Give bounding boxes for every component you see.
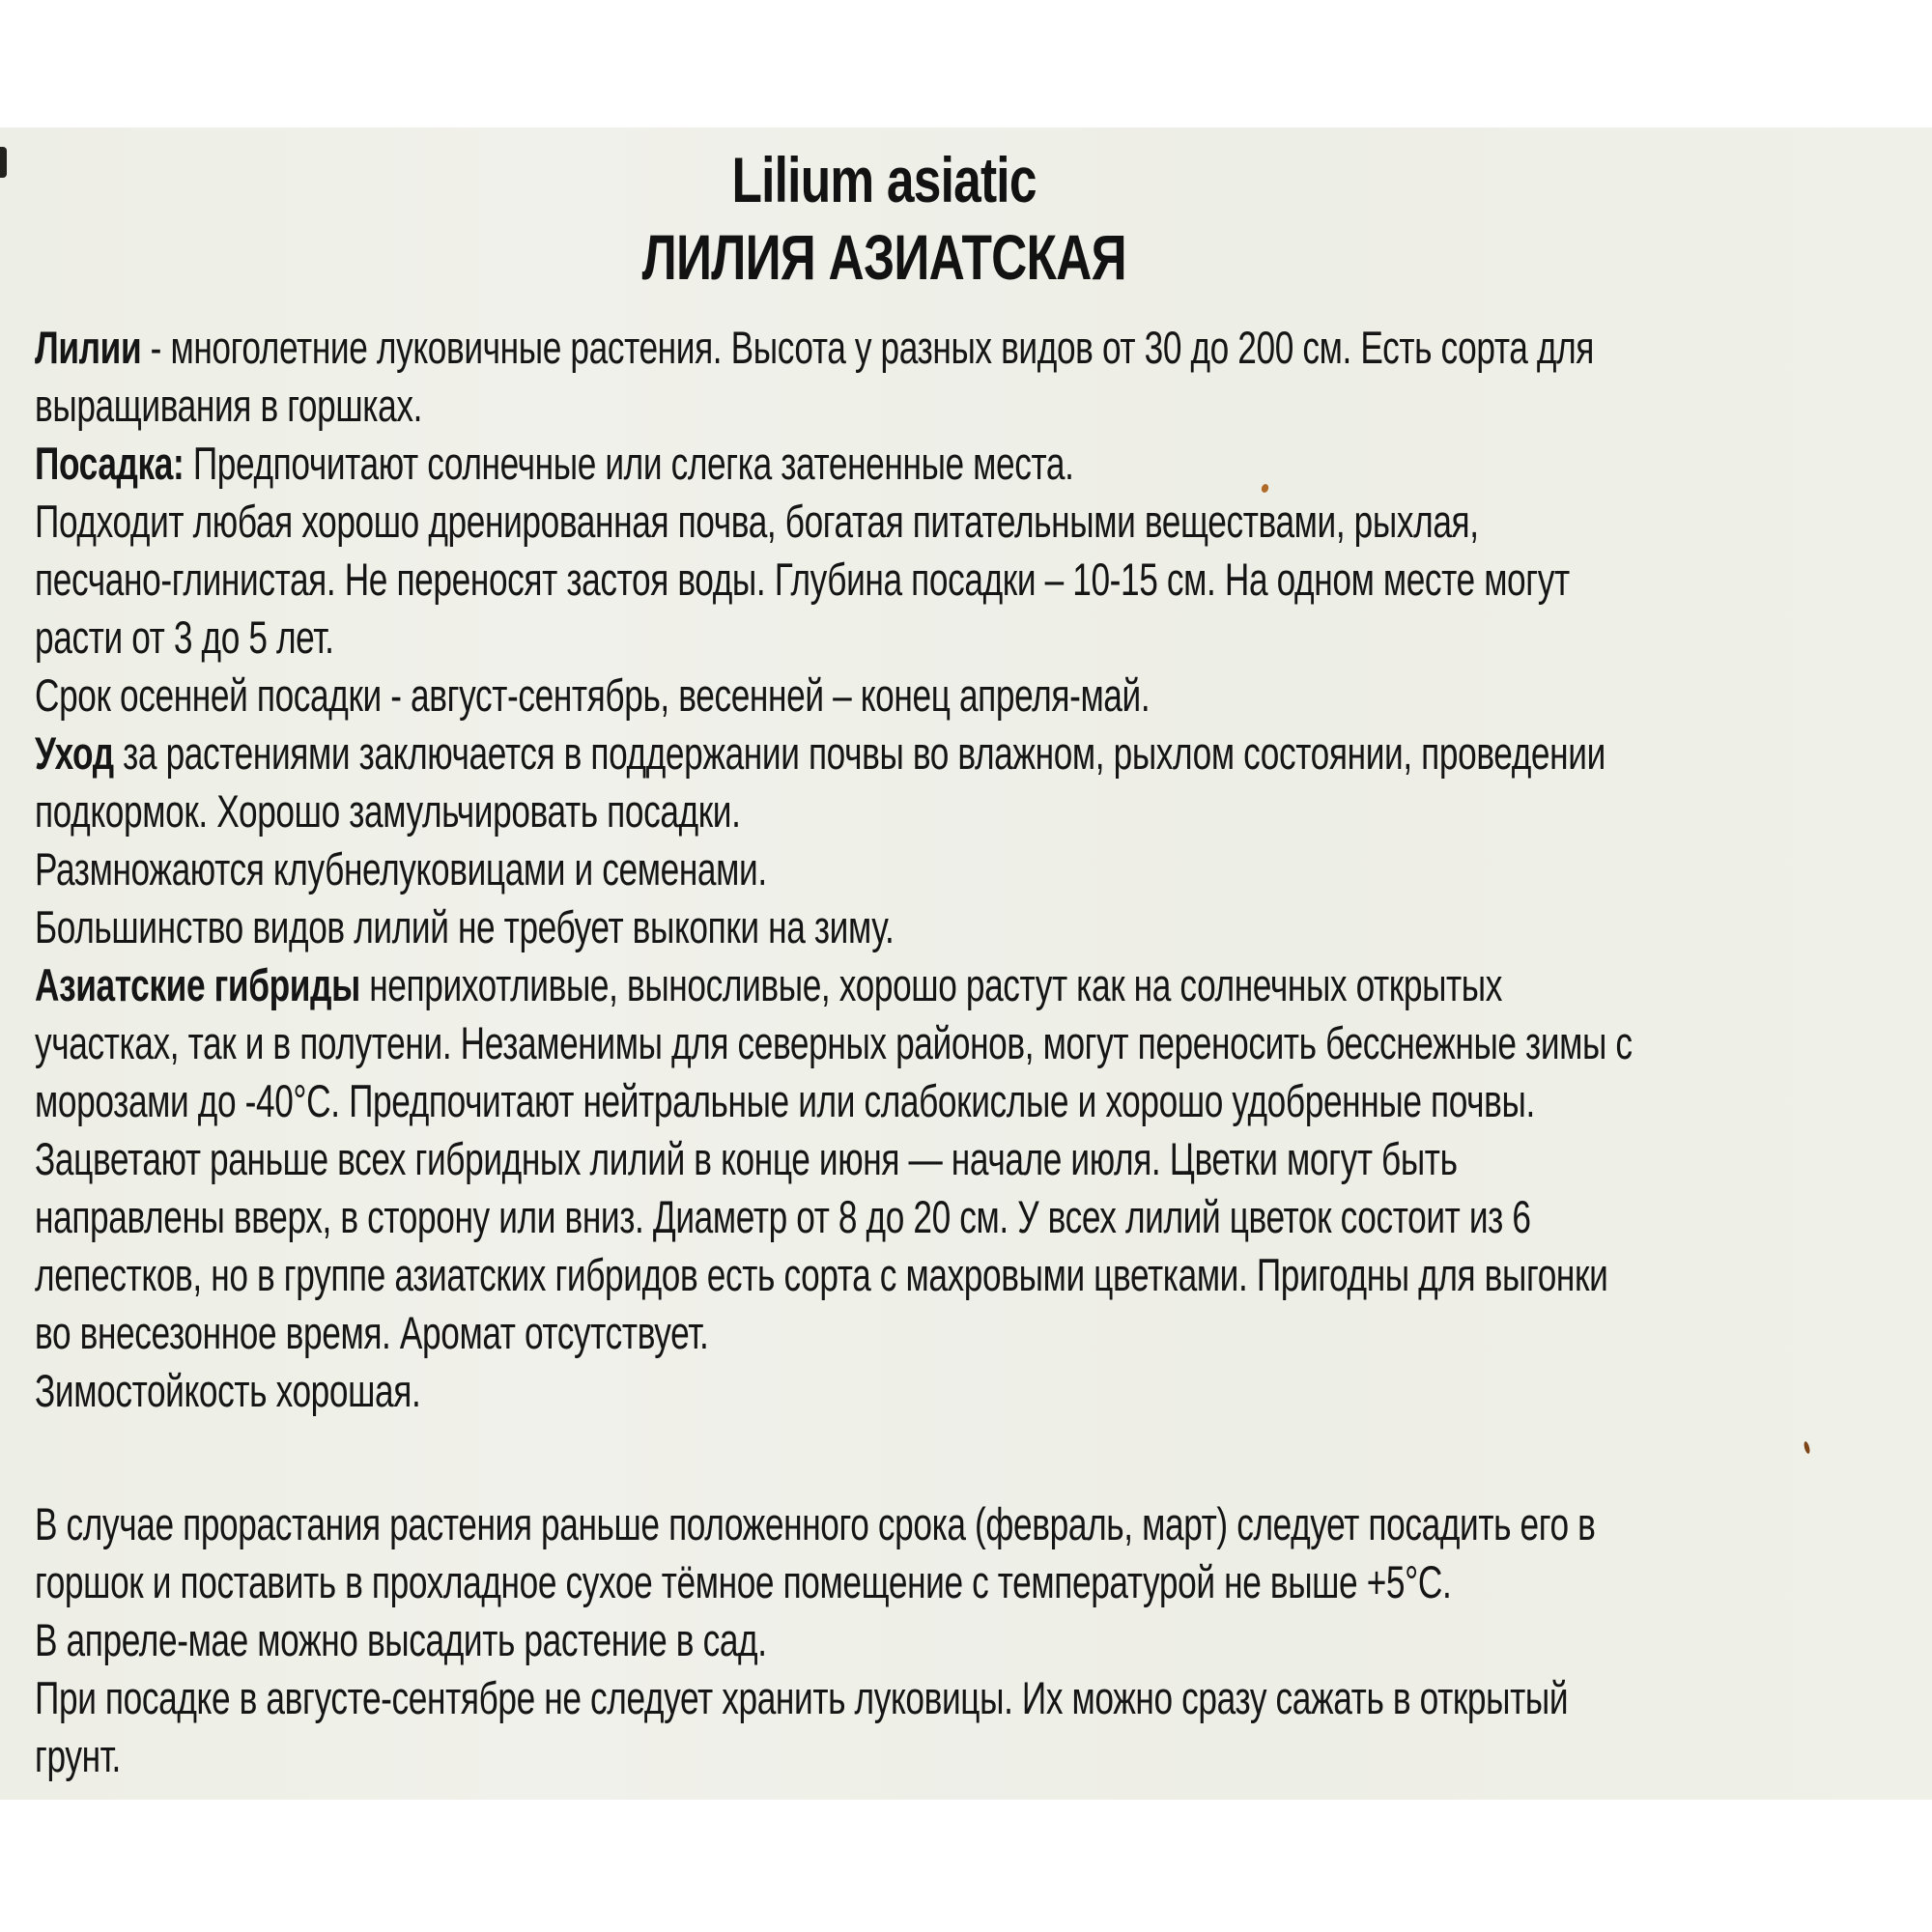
text-line-lead-bold: Посадка:: [35, 438, 185, 489]
text-line-content: участках, так и в полутени. Незаменимы для северных районов, могут переносить бесснежные зимы с: [35, 1017, 1633, 1068]
care-instructions-text: [0, 319, 1932, 1785]
text-line-content: В случае прорастания растения раньше положенного срока (февраль, март) следует посадить его в: [35, 1498, 1596, 1549]
text-line-content: расти от 3 до 5 лет.: [35, 611, 334, 663]
text-line: [35, 1611, 1932, 1669]
page-title-russian-text: ЛИЛИЯ АЗИАТСКАЯ: [641, 221, 1126, 293]
text-line: [35, 782, 1932, 840]
text-line-content: Зимостойкость хорошая.: [35, 1365, 421, 1416]
text-line: [35, 1727, 1932, 1785]
text-line-content: выращивания в горшках.: [35, 380, 423, 431]
text-line-content: Подходит любая хорошо дренированная почва, богатая питательными веществами, рыхлая,: [35, 496, 1479, 547]
text-line-content: Срок осенней посадки - август-сентябрь, весенней – конец апреля-май.: [35, 669, 1151, 721]
text-line-content: горшок и поставить в прохладное сухое тёмное помещение с температурой не выше +5°С.: [35, 1556, 1452, 1607]
text-line: [35, 1495, 1932, 1553]
text-line-content: Лилии - многолетние луковичные растения. Высота у разных видов от 30 до 200 см. Есть сорта для: [35, 322, 1594, 373]
text-line: [35, 1188, 1932, 1246]
page-title-latin-text: Lilium asiatic: [731, 144, 1037, 215]
text-line-content: морозами до -40°С. Предпочитают нейтральные или слабокислые и хорошо удобренные почвы.: [35, 1075, 1535, 1126]
text-line: [35, 609, 1932, 667]
text-line: [35, 840, 1932, 898]
text-line-content: Уход за растениями заключается в поддержании почвы во влажном, рыхлом состоянии, проведении: [35, 727, 1605, 779]
text-line-content: Азиатские гибриды неприхотливые, выносливые, хорошо растут как на солнечных открытых: [35, 959, 1503, 1010]
text-line: [35, 1130, 1932, 1188]
text-line: [35, 377, 1932, 435]
text-line: [35, 898, 1932, 956]
text-line-content: лепестков, но в группе азиатских гибридов есть сорта с махровыми цветками. Пригодны для выгонки: [35, 1249, 1608, 1300]
text-line: [35, 551, 1932, 609]
text-line-content: Размножаются клубнелуковицами и семенами.: [35, 843, 767, 895]
text-line: [35, 956, 1932, 1014]
text-line-content: Зацветают раньше всех гибридных лилий в конце июня — начале июля. Цветки могут быть: [35, 1133, 1458, 1184]
text-line: [35, 1669, 1932, 1727]
text-line-content: Посадка: Предпочитают солнечные или слегка затененные места.: [35, 438, 1074, 489]
text-line: [35, 435, 1932, 493]
text-line-content: подкормок. Хорошо замульчировать посадки.: [35, 785, 741, 837]
text-line-content: направлены вверх, в сторону или вниз. Диаметр от 8 до 20 см. У всех лилий цветок состоит из 6: [35, 1191, 1531, 1242]
text-line: [35, 493, 1932, 551]
text-line-lead-bold: Уход: [35, 727, 114, 779]
text-line: [35, 1362, 1932, 1420]
page-title-latin: [0, 141, 1768, 218]
paper-edge-mark: [0, 147, 7, 178]
text-line: [35, 724, 1932, 782]
text-line: [35, 1246, 1932, 1304]
text-line: [35, 1014, 1932, 1072]
text-line-content: грунт.: [35, 1730, 121, 1781]
plant-label-paper: [0, 128, 1932, 1800]
text-line: [35, 319, 1932, 377]
page-title-russian: [0, 218, 1768, 296]
text-line: [35, 1553, 1932, 1611]
text-line: [35, 667, 1932, 724]
text-line: [35, 1304, 1932, 1362]
text-line-content: Большинство видов лилий не требует выкопки на зиму.: [35, 901, 895, 952]
text-line-content: В апреле-мае можно высадить растение в сад.: [35, 1614, 767, 1665]
text-line-content: во внесезонное время. Аромат отсутствует.: [35, 1307, 709, 1358]
text-line-content: При посадке в августе-сентябре не следует хранить луковицы. Их можно сразу сажать в открытый: [35, 1672, 1569, 1723]
text-line-lead-bold: Азиатские гибриды: [35, 959, 360, 1010]
text-line-lead-bold: Лилии: [35, 322, 142, 373]
text-line-content: песчано-глинистая. Не переносят застоя воды. Глубина посадки – 10-15 см. На одном месте могут: [35, 554, 1570, 605]
title-block: [0, 128, 1768, 296]
text-line: [35, 1072, 1932, 1130]
